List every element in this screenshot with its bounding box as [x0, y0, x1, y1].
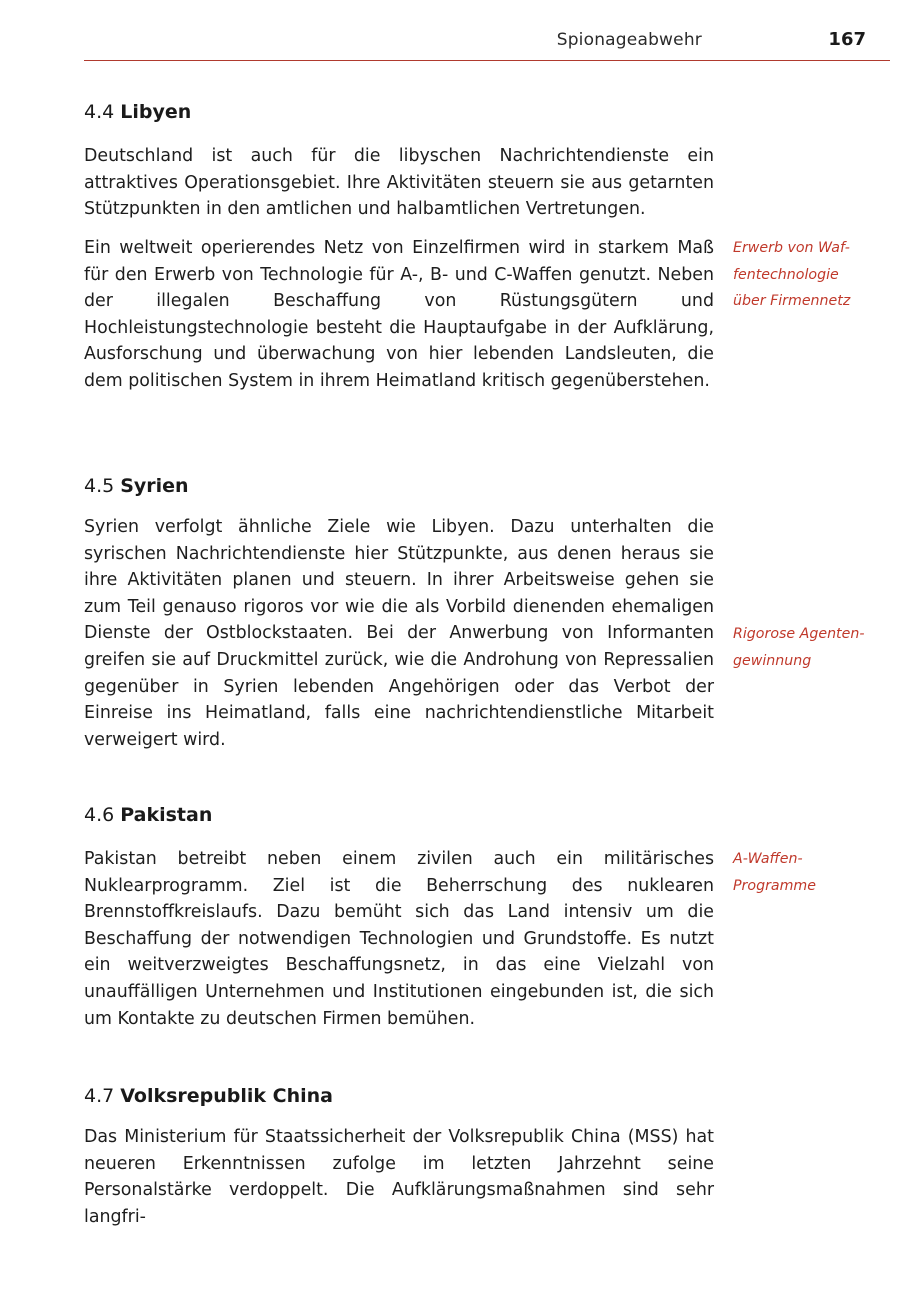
paragraph-libyen-2: Ein weltweit operierendes Netz von Einzelfirmen wird in starkem Maß für den Erwerb von Technologie für A-, B- und C-Waffen genutzt. Neben der illegalen Beschaffung von Rüstungsgütern und Hochleistungstechnologie besteht die Hauptaufgabe in der Aufklärung, Ausforschung und überwachung von hier lebenden Landsleuten, die dem politischen System in ihrem Heimatland kritisch gegenüberstehen.: [84, 238, 714, 391]
section-title: Volksrepublik China: [120, 1085, 333, 1107]
section-heading-libyen: [84, 101, 191, 123]
section-title: Libyen: [120, 101, 192, 123]
running-title: Spionageabwehr: [556, 30, 702, 50]
margin-note-syrien: [733, 621, 883, 674]
section-title: Syrien: [120, 475, 189, 497]
paragraph-pakistan-1: Pakistan betreibt neben einem zivilen auch ein militärisches Nuklearprogramm. Ziel ist die Beherrschung des nuklearen Brennstoffkreislaufs. Dazu bemüht sich das Land intensiv um die Beschaffung der notwendigen Technologien und Grundstoffe. Es nutzt ein weitverzweigtes Beschaffungsnetz, in das eine Vielzahl von unauffälligen Unternehmen und Institutionen eingebunden ist, die sich um Kontakte zu deutschen Firmen bemühen.: [84, 849, 714, 1029]
running-head: [84, 28, 874, 56]
section-heading-syrien: [84, 475, 189, 497]
section-title: Pakistan: [120, 804, 213, 826]
margin-note-line: Rigorose Agenten-: [733, 626, 865, 642]
section-number: 4.7: [84, 1085, 115, 1107]
paragraph-libyen-1: Deutschland ist auch für die libyschen Nachrichtendienste ein attraktives Operationsgebiet. Ihre Aktivitäten steuern sie aus getarnten Stützpunkten in den amtlichen und halbamtlichen Vertretungen.: [84, 146, 714, 220]
margin-note-line: gewinnung: [733, 652, 812, 669]
margin-note-libyen: [733, 235, 883, 315]
page-number: 167: [828, 29, 866, 50]
margin-note-line: Erwerb von Waf-: [733, 240, 850, 256]
margin-note-line: A-Waffen-: [733, 851, 803, 867]
section-heading-china: [84, 1085, 333, 1107]
section-heading-pakistan: [84, 804, 212, 826]
section-number: 4.6: [84, 804, 115, 826]
section-number: 4.5: [84, 475, 115, 497]
header-rule: [84, 60, 890, 61]
margin-note-line: fentechnologie: [733, 266, 839, 283]
paragraph-china-1: Das Ministerium für Staatssicherheit der Volksrepublik China (MSS) hat neueren Erkenntnissen zufolge im letzten Jahrzehnt seine Personalstärke verdoppelt. Die Aufklärungsmaßnahmen sind sehr langfri-: [84, 1127, 714, 1227]
section-number: 4.4: [84, 101, 115, 123]
margin-note-pakistan: [733, 846, 883, 899]
margin-note-line: Programme: [733, 877, 816, 894]
margin-note-line: über Firmennetz: [733, 293, 851, 310]
paragraph-syrien-1: Syrien verfolgt ähnliche Ziele wie Libyen. Dazu unterhalten die syrischen Nachrichtendienste hier Stützpunkte, aus denen heraus sie ihre Aktivitäten planen und steuern. In ihrer Arbeitsweise gehen sie zum Teil genauso rigoros vor wie die als Vorbild dienenden ehemaligen Dienste der Ostblockstaaten. Bei der Anwerbung von Informanten greifen sie auf Druckmittel zurück, wie die Androhung von Repressalien gegenüber in Syrien lebenden Angehörigen oder das Verbot der Einreise ins Heimatland, falls eine nachrichtendienstliche Mitarbeit verweigert wird.: [84, 517, 714, 750]
